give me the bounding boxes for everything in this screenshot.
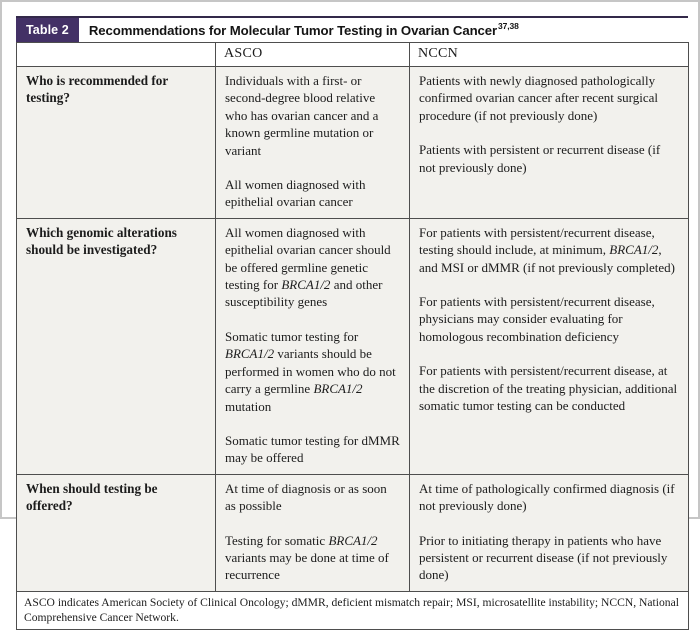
cell-paragraph: Patients with newly diagnosed pathologically confirmed ovarian cancer after recent surgical procedure (if not previously done) <box>419 73 659 123</box>
cell-paragraph: At time of diagnosis or as soon as possible <box>225 480 387 514</box>
cell-paragraph: Testing for somatic BRCA1/2 variants may be done at time of recurrence <box>225 532 389 583</box>
cell-paragraph: At time of pathologically confirmed diagnosis (if not previously done) <box>419 480 675 514</box>
table-title: Recommendations for Molecular Tumor Testing in Ovarian Cancer $^{37,38}$ <box>88 21 519 38</box>
table-row-who <box>17 67 689 219</box>
table-row-which <box>17 218 689 474</box>
asco-cell <box>216 67 410 219</box>
cell-paragraph: Patients with persistent or recurrent disease (if not previously done) <box>419 142 661 175</box>
cell-paragraph: Somatic tumor testing for BRCA1/2 variants should be performed in women who do not carry a germline BRCA1/2 mutation <box>225 328 396 414</box>
table-header-row <box>17 43 689 67</box>
nccn-cell <box>410 218 689 474</box>
nccn-cell <box>410 474 689 591</box>
table-row-when <box>17 474 689 591</box>
column-header-empty <box>17 43 216 67</box>
table-number-badge: Table 2 <box>16 18 79 42</box>
table-title-text: Recommendations for Molecular Tumor Testing in Ovarian Cancer <box>88 22 498 38</box>
table-figure <box>16 16 688 630</box>
cell-paragraph: Prior to initiating therapy in patients who have persistent or recurrent disease (if not previously done) <box>419 532 668 583</box>
cell-paragraph: Somatic tumor testing for dMMR may be offered <box>225 432 400 466</box>
nccn-cell <box>410 67 689 219</box>
recommendations-table <box>16 42 689 630</box>
table-footnote-row <box>17 591 689 630</box>
column-header-asco: ASCO <box>216 43 410 67</box>
asco-cell <box>216 474 410 591</box>
question-cell: When should testing be offered? <box>17 474 216 591</box>
cell-paragraph: For patients with persistent/recurrent disease, testing should include, at minimum, BRCA1/2, and MSI or dMMR (if not previously completed) <box>419 224 675 275</box>
cell-paragraph: All women diagnosed with epithelial ovarian cancer <box>225 177 366 210</box>
question-cell: Which genomic alterations should be investigated? <box>17 218 216 474</box>
table-title-bar <box>16 16 688 42</box>
footnote: ASCO indicates American Society of Clinical Oncology; dMMR, deficient mismatch repair; MSI, microsatellite instability; NCCN, National Comprehensive Cancer Network. <box>17 591 689 630</box>
asco-cell <box>216 218 410 474</box>
cell-paragraph: All women diagnosed with epithelial ovarian cancer should be offered germline genetic testing for BRCA1/2 and other susceptibility genes <box>225 224 391 310</box>
column-header-nccn: NCCN <box>410 43 689 67</box>
cell-paragraph: For patients with persistent/recurrent disease, physicians may consider evaluating for homologous recombination deficiency <box>419 294 655 344</box>
cell-paragraph: Individuals with a first- or second-degree blood relative who has ovarian cancer and a known germline mutation or variant <box>225 73 379 158</box>
cell-paragraph: For patients with persistent/recurrent disease, at the discretion of the treating physician, additional somatic tumor testing can be conducted <box>419 363 678 414</box>
question-cell: Who is recommended for testing? <box>17 67 216 219</box>
